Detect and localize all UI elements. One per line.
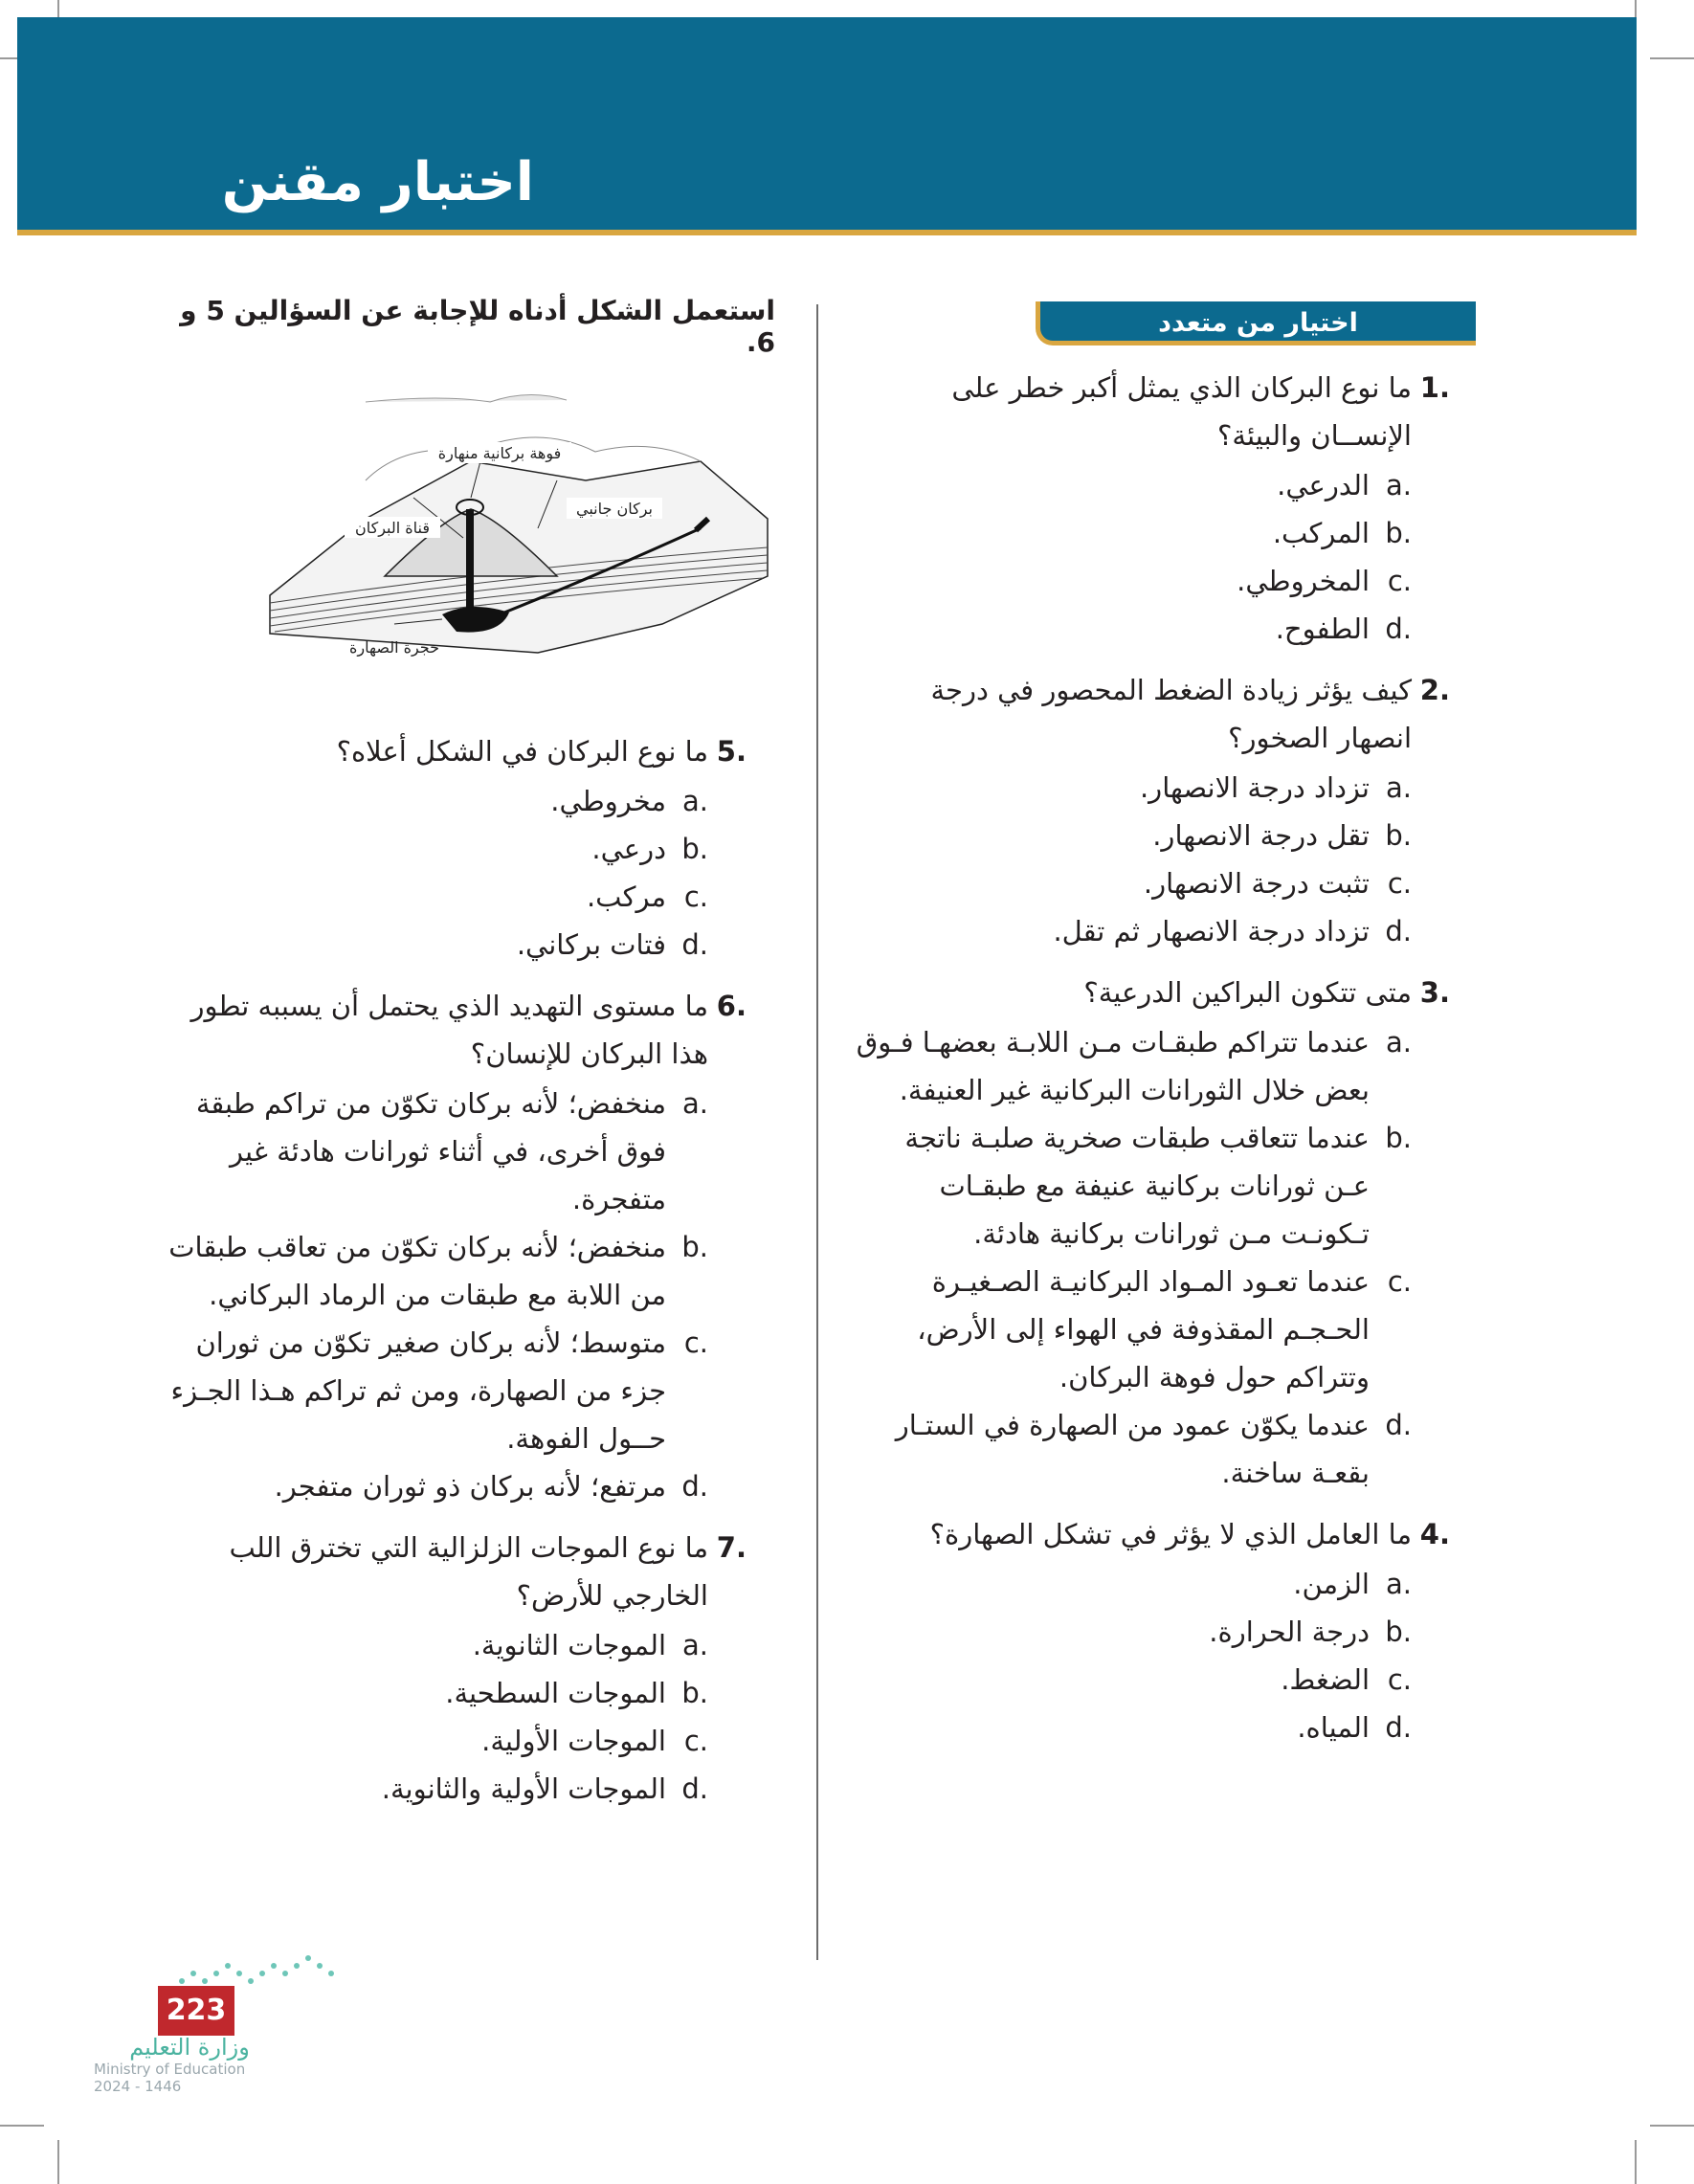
option-letter: b. [681, 1677, 708, 1709]
option-text: الطفوح. [1275, 613, 1370, 645]
ministry-name-en: Ministry of Education [94, 2061, 246, 2078]
volcano-figure [251, 385, 787, 662]
option-text: عندما تعـود المـواد البركانيـة الصـغيـرة الحـجـم المقذوفة في الهواء إلى الأرض، وتتراكم حول فوهة البركان. [917, 1265, 1370, 1393]
answer-option[interactable] [852, 557, 1412, 605]
right-column [852, 364, 1450, 1765]
question-number: 5. [716, 735, 747, 768]
option-text: الموجات الثانوية. [472, 1629, 666, 1661]
option-letter: b. [1385, 1122, 1412, 1154]
option-text: درعي. [591, 833, 666, 865]
option-text: الموجات السطحية. [445, 1677, 666, 1709]
option-letter: c. [1387, 565, 1412, 597]
option-text: المخروطي. [1237, 565, 1370, 597]
question-7 [153, 1524, 747, 1813]
option-text: مرتفع؛ لأنه بركان ذو ثوران متفجر. [274, 1470, 666, 1503]
option-letter: c. [683, 880, 708, 913]
answer-option[interactable] [852, 1608, 1412, 1656]
answer-option[interactable] [153, 1717, 708, 1765]
option-text: عندما تتراكم طبقـات مـن اللابـة بعضهـا فـوق بعض خلال الثورانات البركانية غير العنيفة. [856, 1026, 1370, 1106]
option-letter: a. [1386, 771, 1412, 804]
question-text: ما نوع البركان الذي يمثل أكبر خطر على الإنســان والبيئة؟ [951, 371, 1412, 452]
answer-option[interactable] [153, 1080, 708, 1223]
option-text: الموجات الأولية والثانوية. [381, 1772, 666, 1805]
answer-option[interactable] [852, 461, 1412, 509]
question-1 [852, 364, 1450, 653]
option-letter: d. [681, 1470, 708, 1503]
option-text: المركب. [1272, 517, 1370, 549]
figure-intro: استعمل الشكل أدناه للإجابة عن السؤالين 5 و 6. [180, 295, 775, 358]
answer-option[interactable] [852, 509, 1412, 557]
answer-option[interactable] [852, 907, 1412, 955]
answer-option[interactable] [153, 825, 708, 873]
option-text: المياه. [1297, 1711, 1370, 1744]
option-letter: b. [1385, 1616, 1412, 1648]
question-text: ما نوع الموجات الزلزالية التي تخترق اللب الخارجي للأرض؟ [229, 1531, 708, 1612]
answer-option[interactable] [153, 1765, 708, 1813]
option-text: عندما تتعاقب طبقات صخرية صلبـة ناتجة عـن ثورانات بركانية عنيفة مع طبقـات تـكونـت مـن ثورانات بركانية هادئة. [904, 1122, 1370, 1250]
crop-mark [1635, 2140, 1637, 2184]
page-number: 223 [158, 1986, 234, 2036]
question-number: 3. [1419, 976, 1450, 1009]
option-letter: d. [681, 928, 708, 961]
option-letter: a. [1386, 1026, 1412, 1059]
ministry-logo [94, 2034, 285, 2095]
answer-option[interactable] [852, 1704, 1412, 1751]
question-3 [852, 969, 1450, 1497]
question-stem [852, 364, 1450, 459]
answer-option[interactable] [852, 859, 1412, 907]
label-side-volcano: بركان جانبي [576, 500, 653, 518]
answer-option[interactable] [153, 1621, 708, 1669]
option-letter: b. [681, 1231, 708, 1263]
label-conduit: قناة البركان [354, 519, 431, 537]
option-text: تثبت درجة الانصهار. [1143, 867, 1370, 900]
option-letter: d. [1385, 1409, 1412, 1441]
answer-option[interactable] [153, 873, 708, 921]
question-stem [153, 727, 747, 775]
ministry-name-ar: وزارة التعليم [129, 2034, 250, 2061]
question-stem [153, 982, 747, 1078]
question-number: 4. [1419, 1518, 1450, 1550]
answer-option[interactable] [153, 1669, 708, 1717]
answer-option[interactable] [852, 1258, 1412, 1401]
option-letter: d. [1385, 1711, 1412, 1744]
crop-mark [0, 2125, 44, 2127]
option-text: تزداد درجة الانصهار. [1139, 771, 1370, 804]
question-text: متى تتكون البراكين الدرعية؟ [1083, 976, 1412, 1009]
column-divider [816, 304, 818, 1960]
answer-option[interactable] [153, 1319, 708, 1462]
header-banner [17, 17, 1637, 235]
question-number: 6. [716, 990, 747, 1022]
option-text: الزمن. [1293, 1568, 1370, 1600]
answer-option[interactable] [153, 1223, 708, 1319]
answer-option[interactable] [852, 605, 1412, 653]
question-text: ما العامل الذي لا يؤثر في تشكل الصهارة؟ [929, 1518, 1412, 1550]
page-title: اختبار مقنن [221, 151, 534, 213]
question-number: 2. [1419, 674, 1450, 706]
option-letter: b. [1385, 517, 1412, 549]
question-number: 1. [1419, 371, 1450, 404]
answer-option[interactable] [153, 777, 708, 825]
option-letter: c. [683, 1326, 708, 1359]
option-letter: d. [1385, 613, 1412, 645]
option-text: منخفض؛ لأنه بركان تكوّن من تعاقب طبقات من اللابة مع طبقات من الرماد البركاني. [168, 1231, 666, 1311]
question-stem [153, 1524, 747, 1619]
question-text: ما مستوى التهديد الذي يحتمل أن يسببه تطور هذا البركان للإنسان؟ [190, 990, 708, 1070]
question-number: 7. [716, 1531, 747, 1564]
answer-option[interactable] [852, 1401, 1412, 1497]
left-column [153, 727, 747, 1826]
label-magma-chamber: حجرة الصهارة [348, 638, 440, 657]
option-letter: a. [682, 1629, 708, 1661]
option-letter: c. [1387, 867, 1412, 900]
label-vent: فوهة بركانية منهارة [437, 444, 562, 462]
option-text: درجة الحرارة. [1209, 1616, 1370, 1648]
option-letter: a. [1386, 1568, 1412, 1600]
option-letter: a. [682, 1087, 708, 1120]
option-text: مركب. [586, 880, 666, 913]
question-stem [852, 666, 1450, 762]
answer-option[interactable] [153, 921, 708, 969]
crop-mark [57, 2140, 59, 2184]
answer-option[interactable] [852, 1114, 1412, 1258]
answer-option[interactable] [852, 812, 1412, 859]
option-text: عندما يكوّن عمود من الصهارة في الستـار بقعـة ساخنة. [895, 1409, 1370, 1489]
option-text: تقل درجة الانصهار. [1152, 819, 1370, 852]
option-letter: c. [683, 1725, 708, 1757]
option-text: فتات بركاني. [516, 928, 666, 961]
option-text: الدرعي. [1277, 469, 1370, 501]
crop-mark [1650, 2125, 1694, 2127]
option-text: منخفض؛ لأنه بركان تكوّن من تراكم طبقة فوق أخرى، في أثناء ثورانات هادئة غير متفجرة. [195, 1087, 666, 1215]
question-text: ما نوع البركان في الشكل أعلاه؟ [336, 735, 708, 768]
option-letter: a. [682, 785, 708, 817]
answer-option[interactable] [852, 1656, 1412, 1704]
answer-option[interactable] [852, 1560, 1412, 1608]
option-letter: c. [1387, 1663, 1412, 1696]
edition-year: 2024 - 1446 [94, 2078, 182, 2095]
question-stem [852, 969, 1450, 1016]
option-letter: d. [681, 1772, 708, 1805]
option-text: الموجات الأولية. [481, 1725, 666, 1757]
option-letter: b. [681, 833, 708, 865]
question-4 [852, 1510, 1450, 1751]
option-letter: d. [1385, 915, 1412, 947]
option-letter: b. [1385, 819, 1412, 852]
section-header: اختيار من متعدد [1036, 301, 1476, 345]
answer-option[interactable] [852, 1018, 1412, 1114]
question-6 [153, 982, 747, 1510]
option-text: متوسط؛ لأنه بركان صغير تكوّن من ثوران جزء من الصهارة، ومن ثم تراكم هـذا الجـزء حــول الفوهة. [170, 1326, 666, 1455]
answer-option[interactable] [852, 764, 1412, 812]
option-letter: a. [1386, 469, 1412, 501]
question-stem [852, 1510, 1450, 1558]
option-letter: c. [1387, 1265, 1412, 1298]
option-text: الضغط. [1281, 1663, 1370, 1696]
question-text: كيف يؤثر زيادة الضغط المحصور في درجة انصهار الصخور؟ [930, 674, 1412, 754]
option-text: تزداد درجة الانصهار ثم تقل. [1053, 915, 1370, 947]
question-2 [852, 666, 1450, 955]
crop-mark [1650, 57, 1694, 59]
option-text: مخروطي. [550, 785, 666, 817]
question-5 [153, 727, 747, 969]
answer-option[interactable] [153, 1462, 708, 1510]
